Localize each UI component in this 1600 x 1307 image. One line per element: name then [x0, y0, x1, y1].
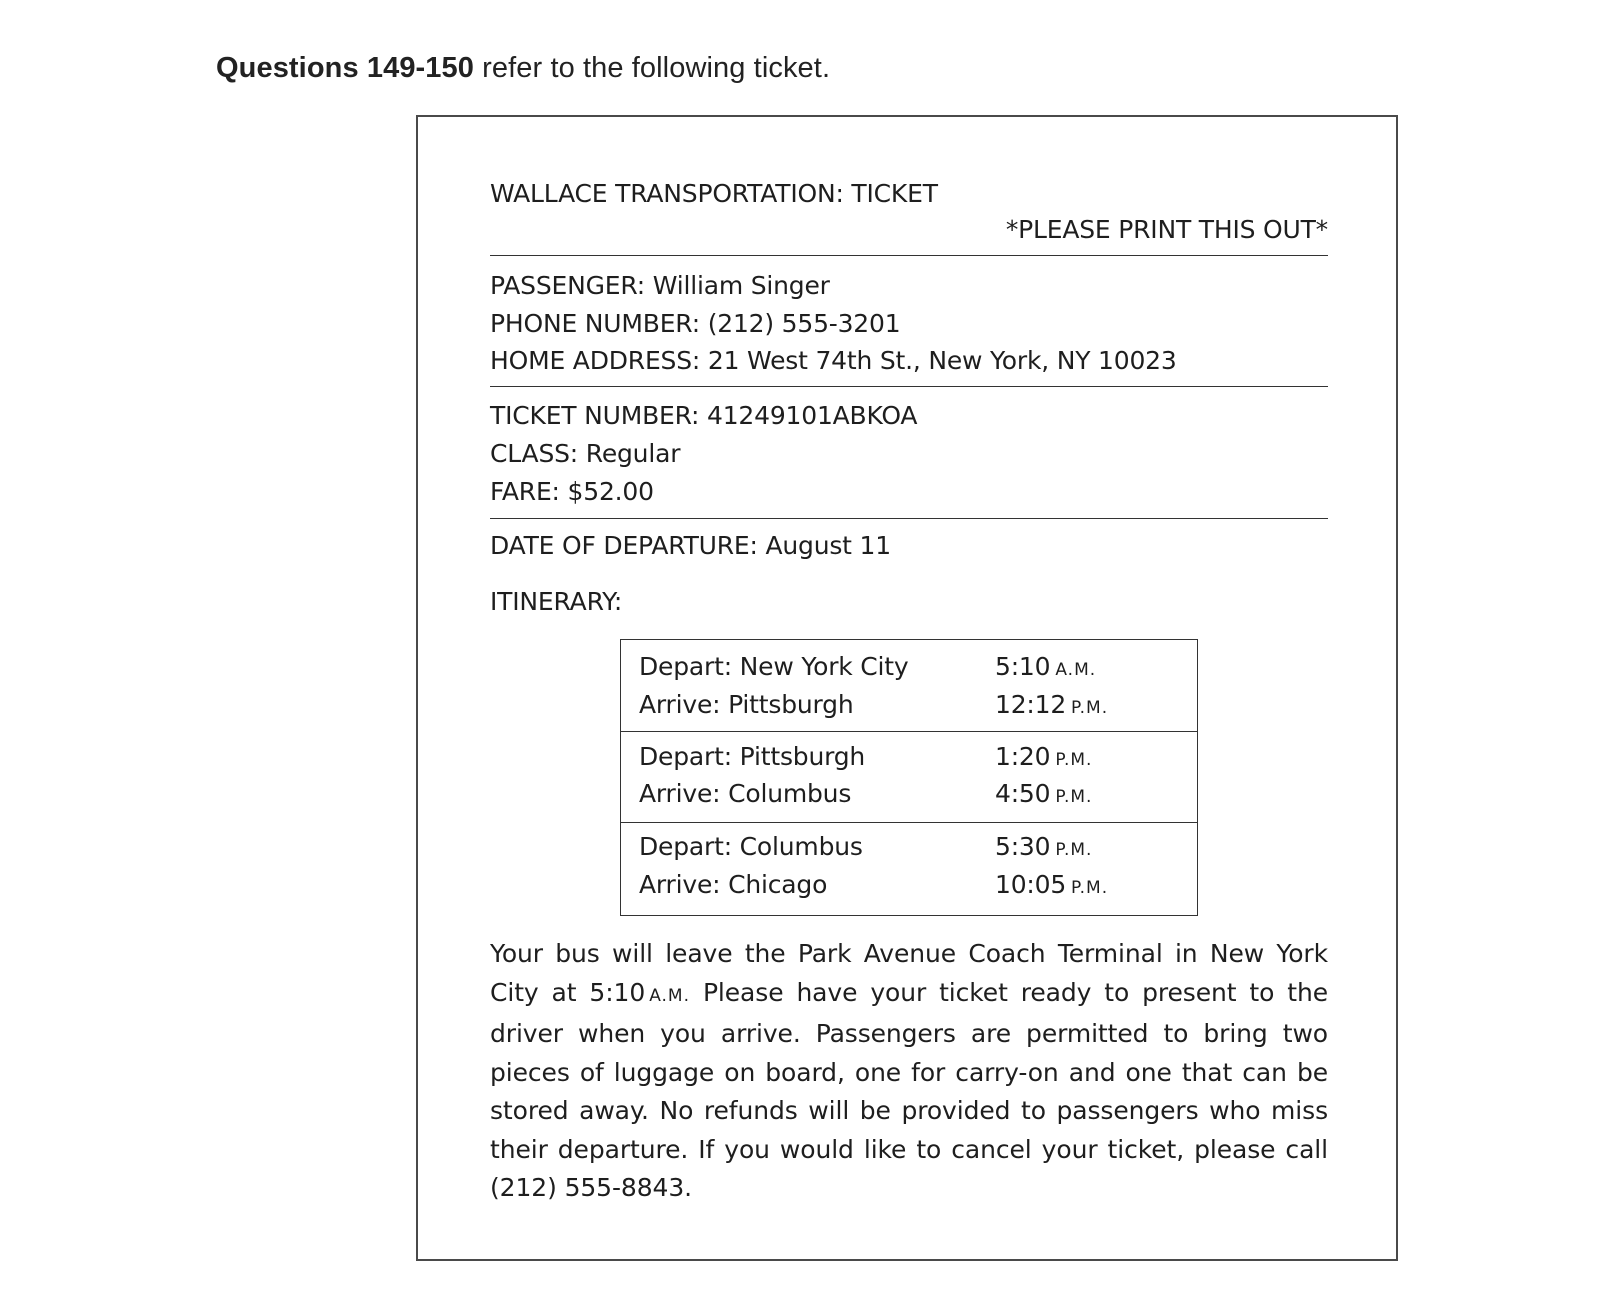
time-value: 5:30	[995, 832, 1051, 861]
time-value: 10:05	[995, 870, 1067, 899]
fare-label: FARE:	[490, 477, 560, 506]
time-value: 4:50	[995, 779, 1051, 808]
question-range: Questions 149-150	[216, 52, 474, 84]
arrive-time	[995, 690, 1108, 719]
passenger-line	[490, 271, 830, 300]
time-period: P.M.	[1071, 698, 1109, 718]
depart-location: Depart: New York City	[639, 652, 909, 681]
question-instruction: refer to the following ticket.	[474, 52, 831, 84]
divider	[490, 518, 1328, 519]
depart-time	[995, 832, 1092, 861]
arrive-time	[995, 870, 1108, 899]
time-value: 1:20	[995, 742, 1051, 771]
passenger-value: William Singer	[652, 271, 830, 300]
class-label: CLASS:	[490, 439, 579, 468]
question-header	[216, 52, 830, 85]
instructions-part-2: Please have your ticket ready to present to the driver when you arrive. Passengers are permitted to bring two pieces of luggage on board, one for carry-on and one that can be stored away. No refunds will be provided to passengers who miss their departure. If you would like to cancel your ticket, please call (212) 555-8843.	[490, 977, 1328, 1202]
arrive-location: Arrive: Chicago	[639, 870, 828, 899]
phone-value: (212) 555-3201	[707, 309, 901, 338]
ticket-title: WALLACE TRANSPORTATION: TICKET	[490, 179, 938, 208]
itinerary-leg	[621, 640, 1197, 732]
time-period: P.M.	[1071, 878, 1109, 898]
depart-location: Depart: Columbus	[639, 832, 863, 861]
class-line	[490, 439, 680, 468]
address-value: 21 West 74th St., New York, NY 10023	[707, 346, 1177, 375]
class-value: Regular	[585, 439, 681, 468]
departure-date-line	[490, 531, 891, 560]
departure-date-value: August 11	[765, 531, 891, 560]
arrive-location: Arrive: Pittsburgh	[639, 690, 854, 719]
passenger-label: PASSENGER:	[490, 271, 646, 300]
instructions-part-1: Your bus will leave the Park Avenue Coach Terminal in New York City at 5:10	[490, 939, 1328, 1007]
fare-line	[490, 477, 654, 506]
ticket-number-value: 41249101ABKOA	[707, 401, 918, 430]
time-period: P.M.	[1055, 750, 1093, 770]
ticket-instructions	[490, 935, 1328, 1208]
time-period: A.M.	[1055, 660, 1097, 680]
phone-line	[490, 309, 900, 338]
print-note: *PLEASE PRINT THIS OUT*	[1005, 215, 1328, 244]
time-period: A.M.	[649, 985, 690, 1006]
depart-time	[995, 652, 1096, 681]
itinerary-table	[620, 639, 1198, 916]
ticket-number-line	[490, 401, 917, 430]
depart-location: Depart: Pittsburgh	[639, 742, 866, 771]
ticket	[416, 115, 1398, 1261]
departure-date-label: DATE OF DEPARTURE:	[490, 531, 758, 560]
time-period: P.M.	[1055, 787, 1093, 807]
time-value: 12:12	[995, 690, 1067, 719]
divider	[490, 255, 1328, 256]
time-value: 5:10	[995, 652, 1051, 681]
itinerary-label: ITINERARY:	[490, 587, 623, 616]
arrive-location: Arrive: Columbus	[639, 779, 852, 808]
itinerary-leg	[621, 731, 1197, 823]
ticket-number-label: TICKET NUMBER:	[490, 401, 700, 430]
itinerary-leg	[621, 822, 1197, 914]
depart-time	[995, 742, 1092, 771]
divider	[490, 386, 1328, 387]
arrive-time	[995, 779, 1092, 808]
phone-label: PHONE NUMBER:	[490, 309, 700, 338]
fare-value: $52.00	[567, 477, 654, 506]
address-line	[490, 346, 1177, 375]
time-period: P.M.	[1055, 840, 1093, 860]
address-label: HOME ADDRESS:	[490, 346, 701, 375]
